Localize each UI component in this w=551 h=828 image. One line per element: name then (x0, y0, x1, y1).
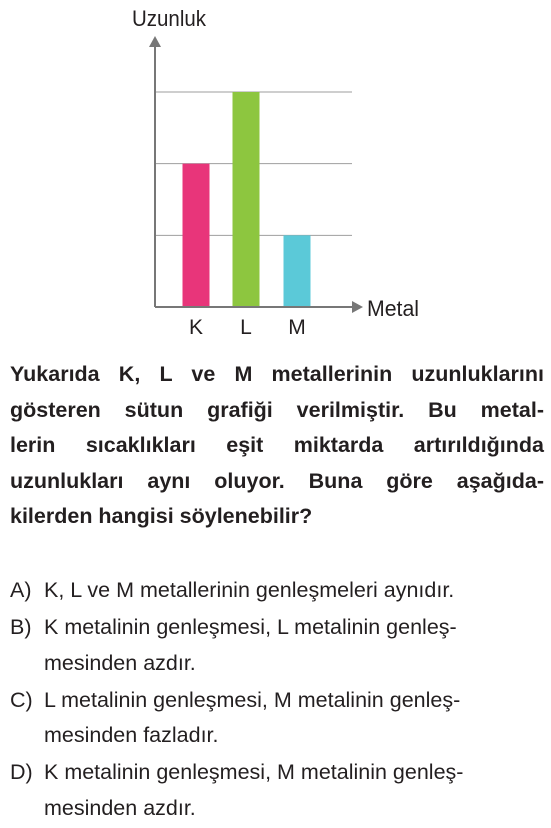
bar-k (183, 164, 210, 307)
option-text: K metalinin genleşmesi, M metalinin genleş- (44, 760, 464, 784)
option-text: mesinden azdır. (44, 795, 196, 820)
question-text (10, 357, 544, 535)
option-label: A) (10, 578, 32, 602)
x-tick-label: M (288, 316, 306, 339)
option-a[interactable] (10, 573, 550, 609)
x-axis-arrow-icon (352, 301, 363, 313)
option-b[interactable] (10, 610, 550, 681)
option-d[interactable] (10, 755, 550, 826)
option-label: B) (10, 615, 32, 639)
labels (132, 6, 419, 339)
bar-chart (0, 0, 551, 345)
question-line: uzunlukları aynı oluyor. Buna göre aşağıda- (10, 468, 544, 493)
y-axis-label: Uzunluk (132, 6, 207, 31)
option-label: C) (10, 687, 33, 712)
x-tick-label: K (188, 316, 204, 339)
option-text: L metalinin genleşmesi, M metalinin genleş- (44, 687, 461, 712)
answer-options (10, 573, 550, 828)
question-line: gösteren sütun grafiği verilmiştir. Bu metal- (10, 397, 544, 422)
question-line: lerin sıcaklıkları eşit miktarda artırıldığında (10, 433, 544, 457)
option-text: mesinden fazladır. (44, 723, 219, 747)
option-c[interactable] (10, 683, 550, 754)
x-axis-label: Metal (367, 296, 419, 321)
bar-m (284, 235, 311, 307)
option-text: mesinden azdır. (44, 650, 196, 675)
question-line: Yukarıda K, L ve M metallerinin uzunluklarını (10, 362, 544, 386)
option-label: D) (10, 760, 33, 784)
y-axis-arrow-icon (149, 36, 161, 47)
x-tick-label: L (240, 316, 252, 339)
bar-l (233, 92, 260, 307)
question-line: kilerden hangisi söylenebilir? (10, 504, 313, 528)
bars (183, 92, 311, 307)
option-text: K, L ve M metallerinin genleşmeleri aynıdır. (44, 578, 455, 602)
option-text: K metalinin genleşmesi, L metalinin genleş- (44, 615, 457, 639)
